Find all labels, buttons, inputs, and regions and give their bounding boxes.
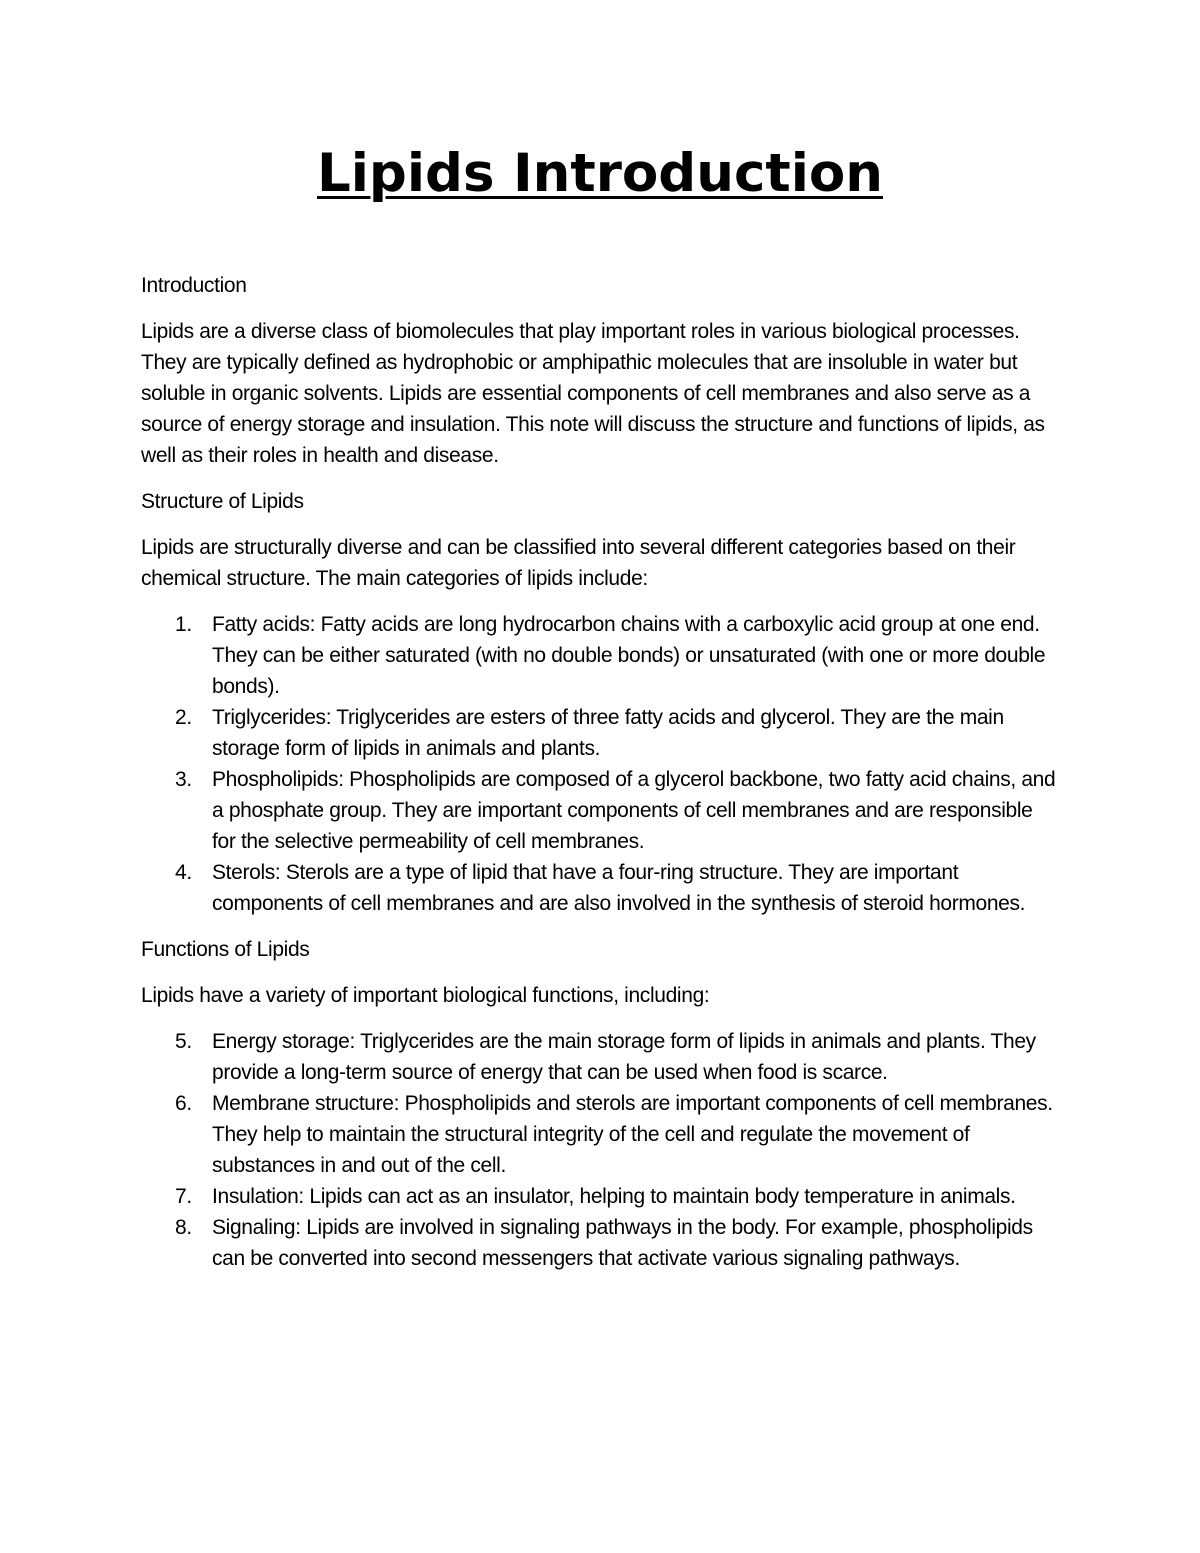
list-item — [141, 609, 1061, 702]
list-item-number: 8. — [175, 1216, 192, 1239]
document-title — [0, 138, 1200, 210]
list-item-text: Membrane structure: Phospholipids and sterols are important components of cell membranes. They help to maintain the structural integrity of the cell and regulate the movement of substances in and out of the cell. — [212, 1092, 1053, 1177]
list-item — [141, 1212, 1061, 1274]
list-item — [141, 1088, 1061, 1181]
list-item-number: 7. — [175, 1185, 192, 1208]
list-item-text: Fatty acids: Fatty acids are long hydrocarbon chains with a carboxylic acid group at one end. They can be either saturated (with no double bonds) or unsaturated (with one or more double bonds). — [212, 613, 1046, 698]
list-item — [141, 1026, 1061, 1088]
list-item-text: Energy storage: Triglycerides are the main storage form of lipids in animals and plants. They provide a long-term source of energy that can be used when food is scarce. — [212, 1030, 1036, 1084]
list-item — [141, 1181, 1061, 1212]
list-item-text: Triglycerides: Triglycerides are esters of three fatty acids and glycerol. They are the main storage form of lipids in animals and plants. — [212, 706, 1004, 760]
list-item — [141, 702, 1061, 764]
document-title-text: Lipids Introduction — [316, 143, 884, 204]
section-heading-introduction: Introduction — [141, 274, 247, 297]
list-item-number: 1. — [175, 613, 192, 636]
list-item-text: Sterols: Sterols are a type of lipid that have a four-ring structure. They are important components of cell membranes and are also involved in the synthesis of steroid hormones. — [212, 861, 1026, 915]
list-item-number: 4. — [175, 861, 192, 884]
paragraph-introduction: Lipids are a diverse class of biomolecules that play important roles in various biological processes. They are typically defined as hydrophobic or amphipathic molecules that are insoluble in water but soluble in organic solvents. Lipids are essential components of cell membranes and also serve as a source of energy storage and insulation. This note will discuss the structure and functions of lipids, as well as their roles in health and disease. — [141, 320, 1045, 467]
paragraph-structure: Lipids are structurally diverse and can be classified into several different categories based on their chemical structure. The main categories of lipids include: — [141, 536, 1016, 590]
list-item-number: 3. — [175, 768, 192, 791]
list-item-text: Insulation: Lipids can act as an insulator, helping to maintain body temperature in animals. — [212, 1185, 1016, 1208]
list-item — [141, 857, 1061, 919]
section-heading-functions: Functions of Lipids — [141, 938, 310, 961]
list-item-text: Phospholipids: Phospholipids are composed of a glycerol backbone, two fatty acid chains, and a phosphate group. They are important components of cell membranes and are responsible for the selective permeability of cell membranes. — [212, 768, 1056, 853]
list-item — [141, 764, 1061, 857]
list-item-number: 6. — [175, 1092, 192, 1115]
paragraph-functions: Lipids have a variety of important biological functions, including: — [141, 984, 710, 1007]
functions-list — [141, 1026, 1061, 1274]
list-item-number: 5. — [175, 1030, 192, 1053]
list-item-text: Signaling: Lipids are involved in signaling pathways in the body. For example, phospholipids can be converted into second messengers that activate various signaling pathways. — [212, 1216, 1033, 1270]
section-heading-structure: Structure of Lipids — [141, 490, 304, 513]
document-body — [141, 270, 1061, 1289]
list-item-number: 2. — [175, 706, 192, 729]
structure-list — [141, 609, 1061, 919]
